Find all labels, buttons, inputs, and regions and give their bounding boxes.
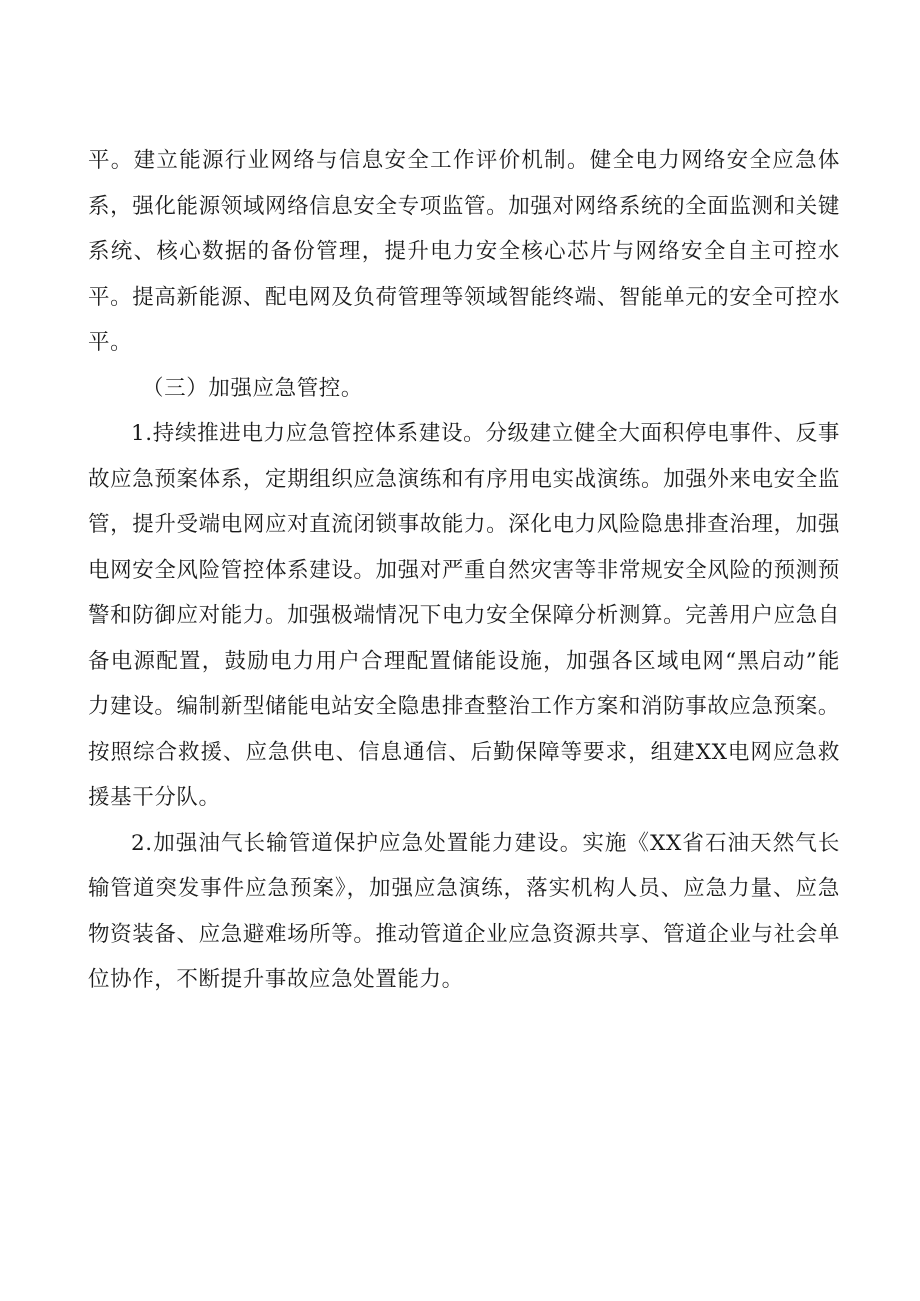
section-heading: （三）加强应急管控。 (142, 375, 364, 401)
paragraph-continuation: 平。建立能源行业网络与信息安全工作评价机制。健全电力网络安全应急体系，强化能源领域网络信息安全专项监管。加强对网络系统的全面监测和关键系统、核心数据的备份管理，提升电力安全核心芯片与网络安全自主可控水平。提高新能源、配电网及负荷管理等领域智能终端、智能单元的安全可控水平。 (88, 148, 840, 355)
paragraph-item-2: 2.加强油气长输管道保护应急处置能力建设。实施《XX省石油天然气长输管道突发事件应急预案》，加强应急演练，落实机构人员、应急力量、应急物资装备、应急避难场所等。推动管道企业应急资源共享、管道企业与社会单位协作，不断提升事故应急处置能力。 (88, 830, 840, 992)
paragraph-item-1: 1.持续推进电力应急管控体系建设。分级建立健全大面积停电事件、反事故应急预案体系，定期组织应急演练和有序用电实战演练。加强外来电安全监管，提升受端电网应对直流闭锁事故能力。深化电力风险隐患排查治理，加强电网安全风险管控体系建设。加强对严重自然灾害等非常规安全风险的预测预警和防御应对能力。加强极端情况下电力安全保障分析测算。完善用户应急自备电源配置，鼓励电力用户合理配置储能设施，加强各区域电网“黑启动”能力建设。编制新型储能电站安全隐患排查整治工作方案和消防事故应急预案。按照综合救援、应急供电、信息通信、后勤保障等要求，组建XX电网应急救援基干分队。 (88, 421, 840, 810)
document-page (88, 138, 840, 1003)
